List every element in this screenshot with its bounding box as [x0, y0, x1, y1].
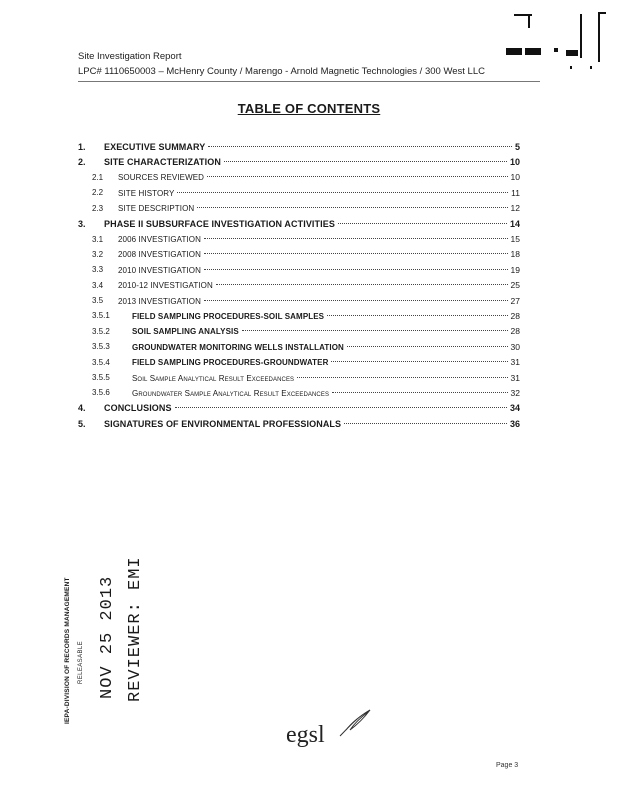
- toc-entry: [78, 262, 520, 277]
- toc-entry-line: [104, 419, 520, 429]
- toc-entry-line: [132, 388, 520, 398]
- toc-entry-page: 36: [509, 418, 520, 429]
- toc-entry-line: [118, 296, 520, 306]
- toc-entry-page: 18: [510, 249, 520, 260]
- toc-entry-title: 2010-12 INVESTIGATION: [118, 281, 213, 291]
- toc-entry-title: FIELD SAMPLING PROCEDURES-SOIL SAMPLES: [132, 311, 325, 321]
- toc-entry-number: 1.: [78, 141, 86, 152]
- toc-entry-line: [132, 311, 520, 321]
- toc-entry-number: 3.2: [92, 249, 104, 259]
- toc-entry-title: PHASE II SUBSURFACE INVESTIGATION ACTIVITIES: [104, 218, 335, 229]
- stamp-agency: IEPA-DIVISION OF RECORDS MANAGEMENT: [64, 577, 71, 724]
- toc-entry-page: 25: [510, 280, 520, 291]
- toc-entry: [78, 216, 520, 231]
- toc-entry-title: Soil Sample Analytical Result Exceedances: [132, 373, 295, 383]
- toc-entry-line: [118, 249, 520, 259]
- toc-entry-number: 3.5.1: [92, 311, 110, 321]
- toc-entry-page: 34: [509, 403, 520, 414]
- toc-entry-number: 3.5.3: [92, 342, 110, 352]
- toc-entry-page: 10: [510, 172, 520, 183]
- toc-entry-page: 28: [510, 326, 520, 337]
- toc-entry-page: 19: [510, 264, 520, 275]
- toc-dot-leader: [204, 269, 508, 270]
- toc-dot-leader: [242, 330, 508, 331]
- toc-entry-number: 4.: [78, 403, 86, 414]
- toc-entry-number: 2.: [78, 157, 86, 168]
- toc-dot-leader: [332, 392, 507, 393]
- toc-entry-page: 14: [509, 218, 520, 229]
- toc-dot-leader: [347, 346, 508, 347]
- toc-dot-leader: [338, 223, 507, 224]
- toc-entry-page: 12: [510, 203, 520, 214]
- toc-entry-number: 3.5.6: [92, 388, 110, 398]
- toc-entry-title: GROUNDWATER MONITORING WELLS INSTALLATION: [132, 342, 344, 352]
- toc-entry-line: [118, 234, 520, 244]
- toc-entry-page: 28: [510, 310, 520, 321]
- toc-entry-page: 31: [510, 357, 520, 368]
- toc-dot-leader: [177, 192, 508, 193]
- logo-text: egsl: [286, 722, 325, 748]
- toc-entry-title: SOIL SAMPLING ANALYSIS: [132, 327, 239, 337]
- header-rule: [78, 81, 540, 82]
- toc-entry-number: 2.1: [92, 172, 104, 182]
- toc-dot-leader: [344, 423, 507, 424]
- toc-entry-title: 2013 INVESTIGATION: [118, 296, 202, 306]
- toc-entry-title: SITE CHARACTERIZATION: [104, 157, 221, 168]
- toc-dot-leader: [204, 300, 508, 301]
- toc-dot-leader: [204, 253, 508, 254]
- toc-entry-line: [118, 188, 520, 198]
- toc-dot-leader: [327, 315, 507, 316]
- toc-entry-title: SITE HISTORY: [118, 188, 175, 198]
- header-site-line: LPC# 1110650003 – McHenry County / Marengo - Arnold Magnetic Technologies / 300 West LLC: [78, 66, 485, 77]
- toc-entry-number: 5.: [78, 418, 86, 429]
- toc-entry-title: SOURCES REVIEWED: [118, 173, 205, 183]
- toc-entry: [78, 324, 520, 339]
- toc-entry-title: FIELD SAMPLING PROCEDURES-GROUNDWATER: [132, 358, 329, 368]
- stamp-status: RELEASABLE: [78, 640, 84, 684]
- toc-entry-title: CONCLUSIONS: [104, 403, 172, 414]
- toc-entry-line: [104, 142, 520, 152]
- toc-entry: [78, 385, 520, 400]
- toc-entry-line: [132, 373, 520, 383]
- toc-entry-number: 2.2: [92, 188, 104, 198]
- toc-entry: [78, 278, 520, 293]
- toc-entry-page: 10: [509, 157, 520, 168]
- toc-entry-page: 5: [514, 141, 520, 152]
- feather-icon: [338, 708, 372, 738]
- header-report-title: Site Investigation Report: [78, 51, 182, 62]
- toc-entry: [78, 293, 520, 308]
- toc-entry-page: 32: [510, 387, 520, 398]
- toc-dot-leader: [331, 361, 507, 362]
- toc-entry: [78, 370, 520, 385]
- page-number: Page 3: [496, 762, 519, 769]
- toc-entry-page: 27: [510, 295, 520, 306]
- toc-entry-number: 3.1: [92, 234, 104, 244]
- toc-entry: [78, 401, 520, 416]
- toc-entry: [78, 247, 520, 262]
- toc-entry-line: [118, 203, 520, 213]
- toc-entry-line: [118, 265, 520, 275]
- toc-entry: [78, 354, 520, 369]
- toc-dot-leader: [216, 284, 508, 285]
- toc-entry: [78, 154, 520, 169]
- toc-entry-number: 3.3: [92, 265, 104, 275]
- toc-entry-title: 2008 INVESTIGATION: [118, 250, 202, 260]
- toc-entry-page: 31: [510, 372, 520, 383]
- toc-entry-number: 2.3: [92, 203, 104, 213]
- toc-entry: [78, 231, 520, 246]
- records-stamp: [58, 556, 188, 734]
- toc-entry-line: [104, 219, 520, 229]
- toc-entry: [78, 201, 520, 216]
- toc-entry-page: 11: [511, 187, 520, 198]
- toc-entry-line: [132, 342, 520, 352]
- toc-entry-page: 15: [510, 234, 520, 245]
- toc-entry-title: EXECUTIVE SUMMARY: [104, 141, 206, 152]
- toc-dot-leader: [197, 207, 507, 208]
- toc-title: TABLE OF CONTENTS: [237, 101, 381, 116]
- toc-entry-title: SITE DESCRIPTION: [118, 204, 195, 214]
- toc-entry-number: 3.5.2: [92, 326, 110, 336]
- toc-entry-line: [132, 357, 520, 367]
- company-logo: [286, 722, 325, 749]
- toc-entry: [78, 416, 520, 431]
- toc-list: [78, 139, 520, 431]
- stamp-reviewer: REVIEWER: EMI: [126, 556, 145, 702]
- toc-entry-title: 2010 INVESTIGATION: [118, 265, 202, 275]
- toc-entry-line: [104, 157, 520, 167]
- toc-dot-leader: [204, 238, 508, 239]
- toc-entry-number: 3.5.5: [92, 373, 110, 383]
- toc-entry-title: Groundwater Sample Analytical Result Exceedances: [132, 388, 330, 398]
- toc-entry: [78, 170, 520, 185]
- toc-entry-number: 3.: [78, 218, 86, 229]
- toc-entry-page: 30: [510, 341, 520, 352]
- toc-dot-leader: [224, 161, 507, 162]
- toc-entry: [78, 339, 520, 354]
- toc-entry-number: 3.5.4: [92, 357, 110, 367]
- toc-entry: [78, 308, 520, 323]
- toc-entry-title: SIGNATURES OF ENVIRONMENTAL PROFESSIONALS: [104, 418, 342, 429]
- toc-entry-line: [118, 280, 520, 290]
- toc-entry: [78, 185, 520, 200]
- toc-entry-line: [132, 326, 520, 336]
- toc-entry-number: 3.4: [92, 280, 104, 290]
- stamp-date: NOV 25 2013: [98, 575, 117, 699]
- toc-entry-title: 2006 INVESTIGATION: [118, 235, 202, 245]
- toc-entry-line: [104, 403, 520, 413]
- toc-dot-leader: [208, 146, 512, 147]
- toc-entry-line: [118, 172, 520, 182]
- toc-dot-leader: [175, 407, 507, 408]
- toc-dot-leader: [207, 176, 507, 177]
- toc-dot-leader: [297, 377, 507, 378]
- toc-entry-number: 3.5: [92, 296, 104, 306]
- toc-entry: [78, 139, 520, 154]
